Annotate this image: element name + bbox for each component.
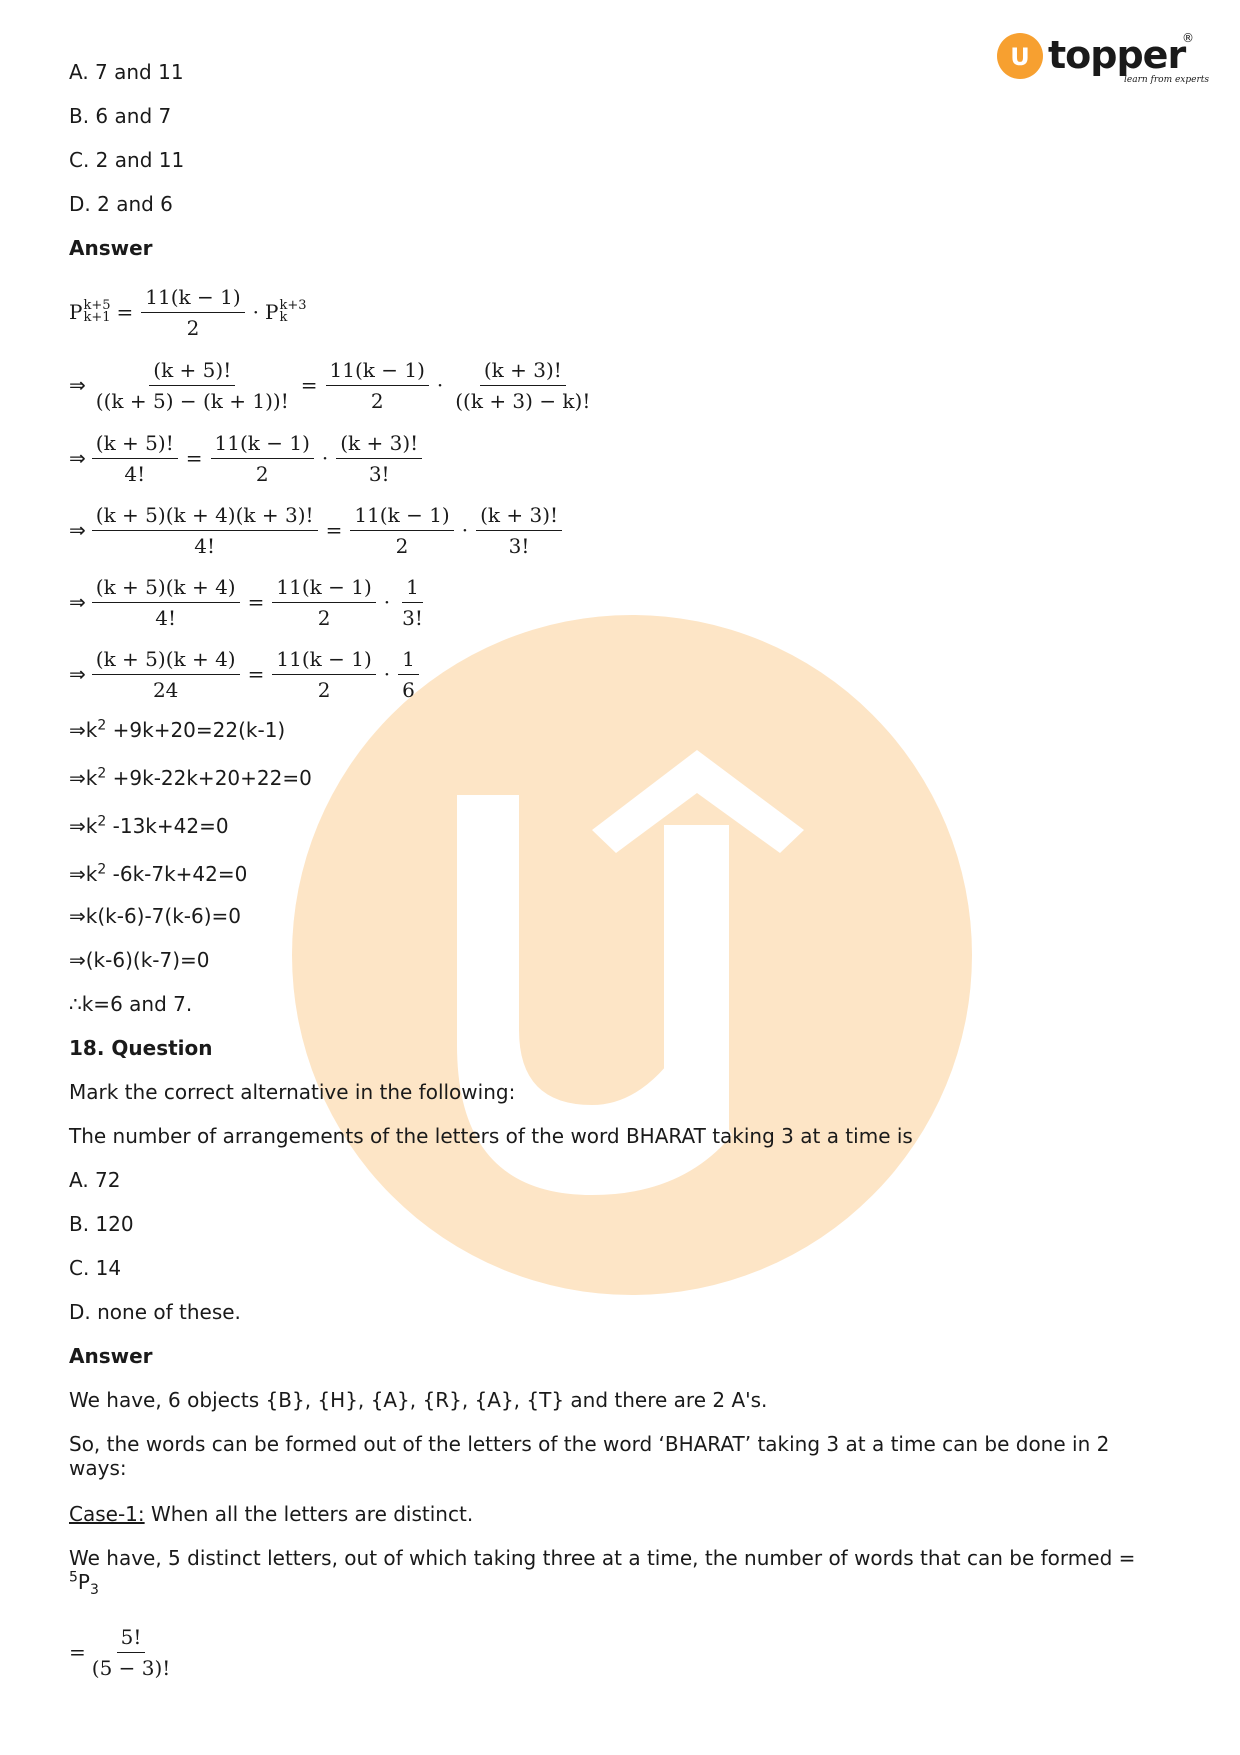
q17-option-d: D. 2 and 6	[69, 192, 173, 216]
q18-answer-label: Answer	[69, 1344, 153, 1368]
q17-step-2: $\Rightarrow k^2 +9k-22k+20+22=0$	[69, 765, 312, 790]
fraction: $\frac{11(k - 1)}{2}$	[272, 646, 375, 703]
logo-tagline: learn from experts	[1124, 75, 1210, 85]
fraction: $\frac{11(k - 1)}{2}$	[350, 502, 453, 559]
q17-option-b: B. 6 and 7	[69, 104, 172, 128]
document-content	[69, 56, 1159, 1688]
fraction: $\frac{11(k - 1)}{2}$	[141, 284, 244, 341]
logo-registered: ®	[1182, 31, 1194, 45]
q17-step-5: ⇒k(k-6)-7(k-6)=0	[69, 904, 242, 928]
q17-equation-6: ⇒ $\frac{(k + 5)(k + 4)}{24}$ = $\frac{11(k - 1)}{2}$ · 1 6	[69, 638, 1159, 710]
fraction: $\frac{11(k - 1)}{2}$	[272, 574, 375, 631]
q18-question: The number of arrangements of the letters of the word BHARAT taking 3 at a time is	[69, 1124, 913, 1148]
q18-solution-3: We have, 5 distinct letters, out of which taking three at a time, the number of words that can be formed = $^5P_3$	[69, 1546, 1136, 1598]
fraction: $\frac{(k + 5)!}{((k + 5) - (k + 1))!}$	[95, 357, 289, 413]
fraction: $\frac{5!}{(5 - 3)!}$	[91, 1624, 171, 1680]
q17-step-1: $\Rightarrow k^2 +9k+20=22(k-1)$	[69, 717, 286, 742]
q17-step-3: $\Rightarrow k^2$ -13k+42=0	[69, 813, 229, 838]
q17-equation-2: ⇒ $\frac{(k + 5)!}{((k + 5) - (k + 1))!}$ = $\frac{11(k - 1)}{2}$ · (k + 3)! ((k + 3) − k)!	[69, 348, 1159, 422]
q17-step-6: ⇒(k-6)(k-7)=0	[69, 948, 210, 972]
svg-text:U: U	[1010, 43, 1030, 71]
q18-option-b: B. 120	[69, 1212, 134, 1236]
fraction: (k + 3)! ((k + 3) − k)!	[455, 357, 591, 413]
q17-answer-label: Answer	[69, 236, 153, 260]
fraction: (k + 3)! 3!	[336, 430, 422, 487]
q17-option-c: C. 2 and 11	[69, 148, 185, 172]
fraction: (k + 3)! 3!	[476, 502, 562, 559]
q18-case-1: Case-1: When all the letters are distinct.	[69, 1502, 474, 1526]
fraction: 1 3!	[402, 574, 423, 630]
fraction: $\frac{11(k - 1)}{2}$	[211, 430, 314, 487]
q17-equation-4: ⇒ $\frac{(k + 5)(k + 4)(k + 3)!}{4!}$ = $\frac{11(k - 1)}{2}$ · (k + 3)! 3!	[69, 494, 1159, 566]
q18-instruction: Mark the correct alternative in the following:	[69, 1080, 516, 1104]
fraction: $\frac{(k + 5)(k + 4)}{24}$	[92, 646, 240, 703]
q18-final-equation: = $\frac{5!}{(5 - 3)!}$	[69, 1616, 1159, 1688]
q17-conclusion: ∴k=6 and 7.	[69, 992, 193, 1016]
q18-option-a: A. 72	[69, 1168, 121, 1192]
q17-equation-3: ⇒ $\frac{(k + 5)!}{4!}$ = $\frac{11(k - 1)}{2}$ · (k + 3)! 3!	[69, 422, 1159, 494]
q17-equation-5: ⇒ $\frac{(k + 5)(k + 4)}{4!}$ = $\frac{11(k - 1)}{2}$ · 1 3!	[69, 566, 1159, 638]
q18-option-d: D. none of these.	[69, 1300, 241, 1324]
q18-option-c: C. 14	[69, 1256, 122, 1280]
q17-option-a: A. 7 and 11	[69, 60, 184, 84]
logo-brand: topper	[1048, 33, 1186, 77]
q18-solution-1: We have, 6 objects {B}, {H}, {A}, {R}, {A}, {T} and there are 2 A's.	[69, 1388, 768, 1412]
q18-solution-2: So, the words can be formed out of the letters of the word ‘BHARAT’ taking 3 at a time can be done in 2 ways:	[69, 1432, 1110, 1480]
q18-title: 18. Question	[69, 1036, 213, 1060]
topper-logo	[996, 30, 1210, 92]
q17-equation-1: P k+5 k+1 = $\frac{11(k - 1)}{2}$ · P k+3 k	[69, 284, 307, 340]
fraction: $\frac{(k + 5)(k + 4)(k + 3)!}{4!}$	[92, 502, 318, 559]
fraction: $\frac{11(k - 1)}{2}$	[326, 357, 429, 414]
fraction: $\frac{(k + 5)(k + 4)}{4!}$	[92, 574, 240, 631]
fraction: 1 6	[398, 646, 419, 703]
fraction: $\frac{(k + 5)!}{4!}$	[92, 430, 178, 487]
q17-step-4: $\Rightarrow k^2$ -6k-7k+42=0	[69, 861, 248, 886]
